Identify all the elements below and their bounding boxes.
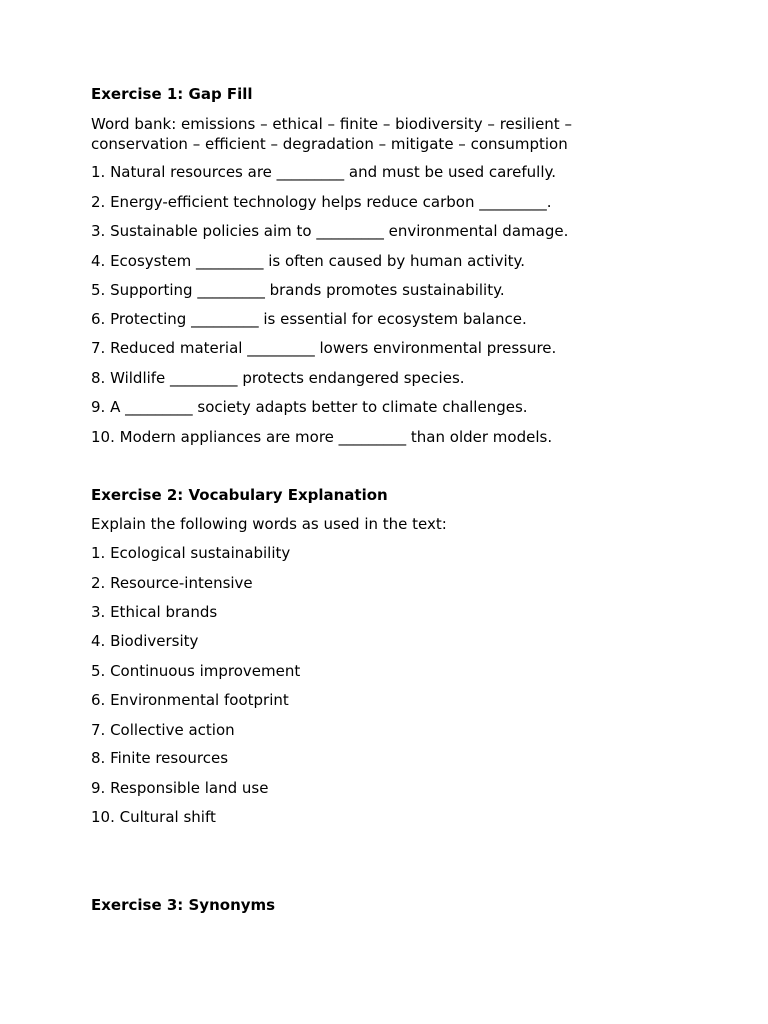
- vocabulary-item-1: 1. Ecological sustainability: [91, 544, 291, 562]
- vocabulary-item-9: 9. Responsible land use: [91, 779, 269, 797]
- gap-fill-item-2: 2. Energy-efficient technology helps reduce carbon _________.: [91, 193, 552, 211]
- vocabulary-item-8: 8. Finite resources: [91, 749, 229, 767]
- gap-fill-item-5: 5. Supporting _________ brands promotes sustainability.: [91, 281, 505, 299]
- vocabulary-item-10: 10. Cultural shift: [91, 808, 216, 826]
- exercise-2-heading: Exercise 2: Vocabulary Explanation: [91, 486, 388, 504]
- vocabulary-item-4: 4. Biodiversity: [91, 632, 199, 650]
- vocabulary-item-6: 6. Environmental footprint: [91, 691, 289, 709]
- vocabulary-item-7: 7. Collective action: [91, 721, 235, 739]
- gap-fill-item-9: 9. A _________ society adapts better to climate challenges.: [91, 398, 528, 416]
- vocabulary-item-3: 3. Ethical brands: [91, 603, 218, 621]
- gap-fill-item-8: 8. Wildlife _________ protects endangered species.: [91, 369, 465, 387]
- exercise-1-heading: Exercise 1: Gap Fill: [91, 85, 253, 103]
- vocabulary-item-2: 2. Resource-intensive: [91, 574, 253, 592]
- gap-fill-item-6: 6. Protecting _________ is essential for ecosystem balance.: [91, 310, 527, 328]
- vocabulary-item-5: 5. Continuous improvement: [91, 662, 301, 680]
- gap-fill-item-3: 3. Sustainable policies aim to _________ environmental damage.: [91, 222, 569, 240]
- exercise-3-heading: Exercise 3: Synonyms: [91, 896, 276, 914]
- exercise-2-instruction: Explain the following words as used in the text:: [91, 515, 447, 533]
- gap-fill-item-10: 10. Modern appliances are more _________ than older models.: [91, 428, 553, 446]
- word-bank-line-1: Word bank: emissions – ethical – finite – biodiversity – resilient –: [91, 115, 572, 133]
- gap-fill-item-1: 1. Natural resources are _________ and must be used carefully.: [91, 163, 556, 181]
- gap-fill-item-7: 7. Reduced material _________ lowers environmental pressure.: [91, 339, 557, 357]
- gap-fill-item-4: 4. Ecosystem _________ is often caused by human activity.: [91, 252, 526, 270]
- word-bank-line-2: conservation – efficient – degradation – mitigate – consumption: [91, 135, 568, 153]
